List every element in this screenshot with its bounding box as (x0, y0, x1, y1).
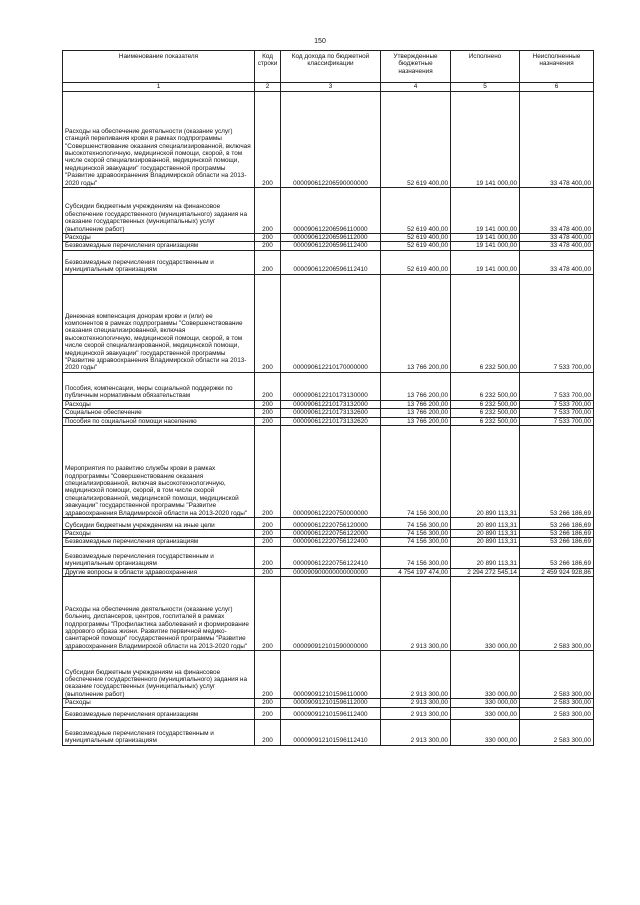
row-unexecuted: 53 266 186,69 (520, 426, 594, 518)
row-income-code: 000090900000000000000 (281, 568, 381, 576)
row-line-code: 200 (255, 518, 281, 530)
row-name: Денежная компенсация донорам крови и (или) ее компонентов в рамках подпрограммы "Совершенствование оказания специализированной, включая высокотехнологичную, медицинской помощи, скорой, в том числе скорой специализированной, медицинской помощи, медицинской эвакуации" государственной программы "Развитие здравоохранения Владимирской области на 2013-2020 годы" (63, 274, 255, 372)
row-income-code: 000090612210173132600 (281, 409, 381, 417)
row-approved: 2 913 300,00 (381, 651, 451, 699)
row-approved: 74 156 300,00 (381, 518, 451, 530)
row-executed: 19 141 000,00 (451, 188, 520, 234)
row-line-code: 200 (255, 372, 281, 400)
header-approved: Утвержденные бюджетные назначения (381, 51, 451, 83)
row-income-code: 000090612210170000000 (281, 274, 381, 372)
table-row (63, 372, 594, 400)
row-unexecuted: 2 583 300,00 (520, 719, 594, 745)
row-income-code: 000090912101596112400 (281, 707, 381, 719)
row-unexecuted: 53 266 186,69 (520, 518, 594, 530)
row-executed: 20 890 113,31 (451, 518, 520, 530)
table-row (63, 568, 594, 576)
row-line-code: 200 (255, 400, 281, 408)
row-unexecuted: 2 459 924 928,86 (520, 568, 594, 576)
row-income-code: 000090912101590000000 (281, 577, 381, 651)
row-income-code: 000090612210173130000 (281, 372, 381, 400)
table-row (63, 426, 594, 518)
row-line-code: 200 (255, 426, 281, 518)
column-number: 5 (451, 83, 520, 92)
row-name: Мероприятия по развитию службы крови в рамках подпрограммы "Совершенствование оказания специализированной, включая высокотехнологичную, медицинской помощи, скорой, в том числе скорой специализированной, медицинской помощи, медицинской эвакуации" государственной программы "Развитие здравоохранения Владимирской области на 2013-2020 годы" (63, 426, 255, 518)
row-name: Безвозмездные перечисления организациям (63, 242, 255, 250)
table-row (63, 409, 594, 417)
row-line-code: 200 (255, 538, 281, 546)
table-row (63, 530, 594, 538)
row-line-code: 200 (255, 417, 281, 425)
row-unexecuted: 33 478 400,00 (520, 250, 594, 274)
row-line-code: 200 (255, 274, 281, 372)
row-executed: 6 232 500,00 (451, 372, 520, 400)
row-name: Расходы на обеспечение деятельности (оказание услуг) больниц, диспансеров, центров, госпиталей в рамках подпрограммы "Профилактика заболеваний и формирование здорового образа жизни. Развитие первичной медико-санитарной помощи" государственной программы "Развитие здравоохранения Владимирской области на 2013-2020 годы" (63, 577, 255, 651)
row-income-code: 000090912101596110000 (281, 651, 381, 699)
row-executed: 6 232 500,00 (451, 417, 520, 425)
row-executed: 330 000,00 (451, 577, 520, 651)
table-row (63, 417, 594, 425)
row-approved: 52 619 400,00 (381, 92, 451, 188)
row-income-code: 000090612210173132000 (281, 400, 381, 408)
row-executed: 20 890 113,31 (451, 426, 520, 518)
row-executed: 19 141 000,00 (451, 242, 520, 250)
table-row (63, 518, 594, 530)
column-number-row (63, 83, 594, 92)
header-income-code: Код дохода по бюджетной классификации (281, 51, 381, 83)
row-income-code: 000090912101596112000 (281, 699, 381, 707)
row-name: Безвозмездные перечисления государственным и муниципальным организациям (63, 546, 255, 568)
row-approved: 74 156 300,00 (381, 426, 451, 518)
row-unexecuted: 33 478 400,00 (520, 92, 594, 188)
table-row (63, 188, 594, 234)
table-row (63, 538, 594, 546)
row-line-code: 200 (255, 651, 281, 699)
row-income-code: 000090612206596110000 (281, 188, 381, 234)
row-executed: 330 000,00 (451, 699, 520, 707)
row-line-code: 200 (255, 234, 281, 242)
row-approved: 13 766 200,00 (381, 400, 451, 408)
row-name: Безвозмездные перечисления государственным и муниципальным организациям (63, 719, 255, 745)
column-number: 6 (520, 83, 594, 92)
table-row (63, 546, 594, 568)
row-name: Социальное обеспечение (63, 409, 255, 417)
row-executed: 330 000,00 (451, 707, 520, 719)
row-executed: 19 141 000,00 (451, 250, 520, 274)
row-unexecuted: 2 583 300,00 (520, 651, 594, 699)
column-number: 3 (281, 83, 381, 92)
row-name: Безвозмездные перечисления организациям (63, 538, 255, 546)
row-executed: 20 890 113,31 (451, 546, 520, 568)
row-executed: 20 890 113,31 (451, 530, 520, 538)
row-name: Другие вопросы в области здравоохранения (63, 568, 255, 576)
row-name: Расходы (63, 234, 255, 242)
row-approved: 74 156 300,00 (381, 546, 451, 568)
row-line-code: 200 (255, 707, 281, 719)
row-approved: 13 766 200,00 (381, 409, 451, 417)
row-executed: 6 232 500,00 (451, 409, 520, 417)
row-name: Расходы (63, 530, 255, 538)
row-executed: 6 232 500,00 (451, 274, 520, 372)
row-unexecuted: 2 583 300,00 (520, 699, 594, 707)
row-unexecuted: 53 266 186,69 (520, 530, 594, 538)
row-unexecuted: 33 478 400,00 (520, 242, 594, 250)
row-approved: 13 766 200,00 (381, 417, 451, 425)
row-income-code: 000090612206596112410 (281, 250, 381, 274)
row-income-code: 000090612220750000000 (281, 426, 381, 518)
row-name: Субсидии бюджетным учреждениям на иные цели (63, 518, 255, 530)
row-approved: 2 913 300,00 (381, 707, 451, 719)
row-approved: 2 913 300,00 (381, 719, 451, 745)
row-unexecuted: 7 533 700,00 (520, 274, 594, 372)
table-row (63, 274, 594, 372)
row-income-code: 000090612206596112000 (281, 234, 381, 242)
table-row (63, 234, 594, 242)
row-line-code: 200 (255, 719, 281, 745)
table-row (63, 651, 594, 699)
row-name: Пособия по социальной помощи населению (63, 417, 255, 425)
row-income-code: 000090612220756122000 (281, 530, 381, 538)
header-unexecuted: Неисполненные назначения (520, 51, 594, 83)
row-income-code: 000090612220756120000 (281, 518, 381, 530)
table-row (63, 400, 594, 408)
row-executed: 19 141 000,00 (451, 234, 520, 242)
row-approved: 74 156 300,00 (381, 530, 451, 538)
row-approved: 52 619 400,00 (381, 250, 451, 274)
row-unexecuted: 53 266 186,69 (520, 546, 594, 568)
row-line-code: 200 (255, 188, 281, 234)
table-body (63, 92, 594, 746)
row-executed: 2 294 272 545,14 (451, 568, 520, 576)
row-line-code: 200 (255, 250, 281, 274)
row-line-code: 200 (255, 546, 281, 568)
row-executed: 19 141 000,00 (451, 92, 520, 188)
table-row (63, 719, 594, 745)
row-income-code: 000090612206590000000 (281, 92, 381, 188)
row-income-code: 000090612210173132620 (281, 417, 381, 425)
header-line-code: Код строки (255, 51, 281, 83)
row-approved: 13 766 200,00 (381, 372, 451, 400)
header-executed: Исполнено (451, 51, 520, 83)
row-income-code: 000090612220756122410 (281, 546, 381, 568)
row-unexecuted: 7 533 700,00 (520, 409, 594, 417)
row-executed: 6 232 500,00 (451, 400, 520, 408)
row-approved: 74 156 300,00 (381, 538, 451, 546)
row-line-code: 200 (255, 568, 281, 576)
row-name: Расходы на обеспечение деятельности (оказание услуг) станций переливания крови в рамках подпрограммы "Совершенствование оказания специализированной, включая высокотехнологичную, медицинской помощи, скорой, в том числе скорой специализированной, медицинской помощи, медицинской эвакуации" государственной программы "Развитие здравоохранения Владимирской области на 2013-2020 годы" (63, 92, 255, 188)
budget-execution-table (62, 50, 594, 746)
header-name: Наименование показателя (63, 51, 255, 83)
table-row (63, 707, 594, 719)
row-unexecuted: 2 583 300,00 (520, 577, 594, 651)
table-row (63, 577, 594, 651)
row-unexecuted: 53 266 186,69 (520, 538, 594, 546)
row-name: Пособия, компенсации, меры социальной поддержки по публичным нормативным обязательствам (63, 372, 255, 400)
row-unexecuted: 7 533 700,00 (520, 372, 594, 400)
column-number: 4 (381, 83, 451, 92)
column-number: 1 (63, 83, 255, 92)
row-approved: 52 619 400,00 (381, 188, 451, 234)
row-unexecuted: 2 583 300,00 (520, 707, 594, 719)
row-line-code: 200 (255, 699, 281, 707)
row-line-code: 200 (255, 577, 281, 651)
row-name: Безвозмездные перечисления организациям (63, 707, 255, 719)
row-unexecuted: 7 533 700,00 (520, 417, 594, 425)
row-unexecuted: 33 478 400,00 (520, 188, 594, 234)
row-income-code: 000090612220756122400 (281, 538, 381, 546)
table-row (63, 92, 594, 188)
row-name: Расходы (63, 400, 255, 408)
page-number: 150 (314, 38, 326, 45)
row-unexecuted: 33 478 400,00 (520, 234, 594, 242)
row-executed: 330 000,00 (451, 719, 520, 745)
row-executed: 20 890 113,31 (451, 538, 520, 546)
row-approved: 4 754 197 474,00 (381, 568, 451, 576)
row-line-code: 200 (255, 92, 281, 188)
row-unexecuted: 7 533 700,00 (520, 400, 594, 408)
row-name: Расходы (63, 699, 255, 707)
row-line-code: 200 (255, 242, 281, 250)
table-row (63, 699, 594, 707)
row-name: Безвозмездные перечисления государственным и муниципальным организациям (63, 250, 255, 274)
row-line-code: 200 (255, 530, 281, 538)
row-approved: 2 913 300,00 (381, 577, 451, 651)
row-approved: 52 619 400,00 (381, 242, 451, 250)
row-approved: 2 913 300,00 (381, 699, 451, 707)
row-approved: 52 619 400,00 (381, 234, 451, 242)
row-income-code: 000090912101596112410 (281, 719, 381, 745)
table-row (63, 250, 594, 274)
row-income-code: 000090612206596112400 (281, 242, 381, 250)
row-executed: 330 000,00 (451, 651, 520, 699)
row-approved: 13 766 200,00 (381, 274, 451, 372)
column-number: 2 (255, 83, 281, 92)
table-row (63, 242, 594, 250)
row-name: Субсидии бюджетным учреждениям на финансовое обеспечение государственного (муниципального) задания на оказание государственных (муниципальных) услуг (выполнение работ) (63, 188, 255, 234)
row-name: Субсидии бюджетным учреждениям на финансовое обеспечение государственного (муниципального) задания на оказание государственных (муниципальных) услуг (выполнение работ) (63, 651, 255, 699)
row-line-code: 200 (255, 409, 281, 417)
